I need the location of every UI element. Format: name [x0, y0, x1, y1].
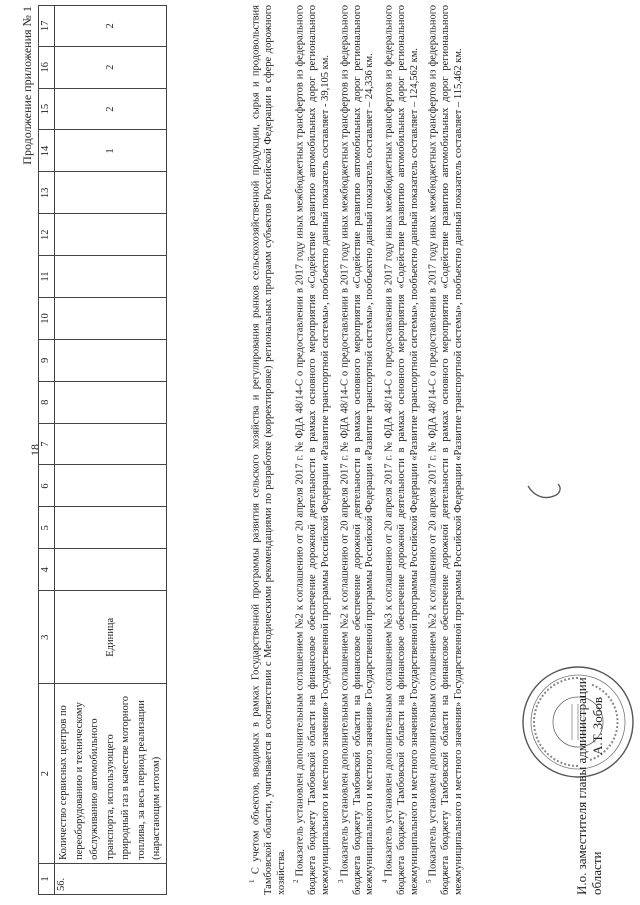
header-cell: 1 [39, 863, 55, 894]
header-cell: 16 [39, 46, 55, 88]
table-header-row [39, 6, 55, 895]
continuation-label: Продолжение приложения № 1 [20, 6, 34, 165]
header-cell: 3 [39, 591, 55, 684]
value-cell: 1 [55, 130, 167, 172]
footnote [335, 5, 377, 895]
handwritten-signature-mark [520, 474, 570, 510]
footnote-mark: 5 [425, 879, 434, 883]
footnote-mark: 1 [248, 879, 256, 883]
value-cell [55, 172, 167, 214]
header-cell: 6 [39, 465, 55, 507]
header-cell: 13 [39, 172, 55, 214]
header-cell: 14 [39, 130, 55, 172]
footnote-text: Показатель установлен дополнительным соглашением №2 к соглашению от 20 апреля 2017 г. № ФДА 48/14-С о предоставлении в 2017 году иных межбюджетных трансфертов из федерального бюджета бюджету Тамбовской области на финансовое обеспечение дорожной деятельности в рамках основного мероприятия «Содействие развитию автомобильных дорог регионального межмуниципального и местного значения» Государственной программы Российской Федерации «Развитие транспортной системы», пообъектно данный показатель составляет – 24,336 км. [339, 5, 376, 895]
footnote-mark: 2 [292, 879, 301, 883]
table-row [55, 6, 167, 895]
header-cell: 8 [39, 381, 55, 423]
header-cell: 4 [39, 549, 55, 591]
page-number: 18 [28, 444, 42, 456]
header-cell: 11 [39, 256, 55, 298]
value-cell [55, 256, 167, 298]
footnote-mark: 4 [380, 879, 389, 883]
footnote-text: С учетом объектов, вводимых в рамках Государственной программы развития сельского хозяйства и регулирования рынков сельскохозяйственной продукции, сырья и продовольствия Тамбовской области, учитывается в соответствии с Методическими рекомендациями по разработке (корректировке) региональных программ субъектов Российской Федерации в сфере дорожного хозяйства. [250, 4, 287, 895]
indicator-table [38, 5, 167, 895]
header-cell: 9 [39, 339, 55, 381]
header-cell: 2 [39, 684, 55, 863]
value-cell: 2 [55, 88, 167, 130]
footnote [246, 5, 288, 895]
header-cell: 10 [39, 298, 55, 340]
signature-line-1: И.о. заместителя главы администрации [574, 677, 589, 895]
indicator-name: Количество сервисных центров по переоборудованию и техническому обслуживанию автомобильного транспорта, использующего природный газ в качестве моторного топлива, за весь период реализации (нарастающим итогом) [55, 684, 167, 863]
value-cell: 2 [55, 46, 167, 88]
unit-cell: Единица [55, 591, 167, 684]
footnotes [246, 5, 467, 895]
row-number: 56. [55, 863, 167, 894]
value-cell [55, 549, 167, 591]
footnote [290, 5, 332, 895]
header-cell: 5 [39, 507, 55, 549]
footnote [423, 5, 465, 895]
header-cell: 15 [39, 88, 55, 130]
value-cell [55, 423, 167, 465]
footnote-text: Показатель установлен дополнительным соглашением №2 к соглашению от 20 апреля 2017 г. № ФДА 48/14-С о предоставлении в 2017 году иных межбюджетных трансфертов из федерального бюджета бюджету Тамбовской области на финансовое обеспечение дорожной деятельности в рамках основного мероприятия «Содействие развитию автомобильных дорог регионального межмуниципального и местного значения» Государственной программы Российской Федерации «Развитие транспортной системы», пообъектно данный показатель составляет - 39,105 км. [294, 5, 331, 895]
value-cell [55, 339, 167, 381]
value-cell [55, 381, 167, 423]
header-cell: 7 [39, 423, 55, 465]
value-cell [55, 298, 167, 340]
value-cell: 2 [55, 6, 167, 47]
value-cell [55, 465, 167, 507]
value-cell [55, 214, 167, 256]
header-cell: 12 [39, 214, 55, 256]
value-cell [55, 507, 167, 549]
footnote-text: Показатель установлен дополнительным соглашением №2 к соглашению от 20 апреля 2017 г. № ФДА 48/14-С о предоставлении в 2017 году иных межбюджетных трансфертов из федерального бюджета бюджету Тамбовской области на финансовое обеспечение дорожной деятельности в рамках основного мероприятия «Содействие развитию автомобильных дорог регионального межмуниципального и местного значения» Государственной программы Российской Федерации «Развитие транспортной системы», пообъектно данный показатель составляет – 115,462 км. [427, 5, 464, 895]
footnote-mark: 3 [336, 879, 345, 883]
signatory-name: А.Т. Зобов [590, 696, 605, 755]
footnote-text: Показатель установлен дополнительным соглашением №3 к соглашению от 20 апреля 2017 г. № ФДА 48/14-С о предоставлении в 2017 году иных межбюджетных трансфертов из федерального бюджета бюджету Тамбовской области на финансовое обеспечение дорожной деятельности в рамках основного мероприятия «Содействие развитию автомобильных дорог регионального межмуниципального и местного значения» Государственной программы Российской Федерации «Развитие транспортной системы», пообъектно данный показатель составляет – 124,562 км. [383, 5, 420, 895]
signature-line-2: области [589, 851, 604, 895]
header-cell: 17 [39, 6, 55, 47]
footnote [379, 5, 421, 895]
